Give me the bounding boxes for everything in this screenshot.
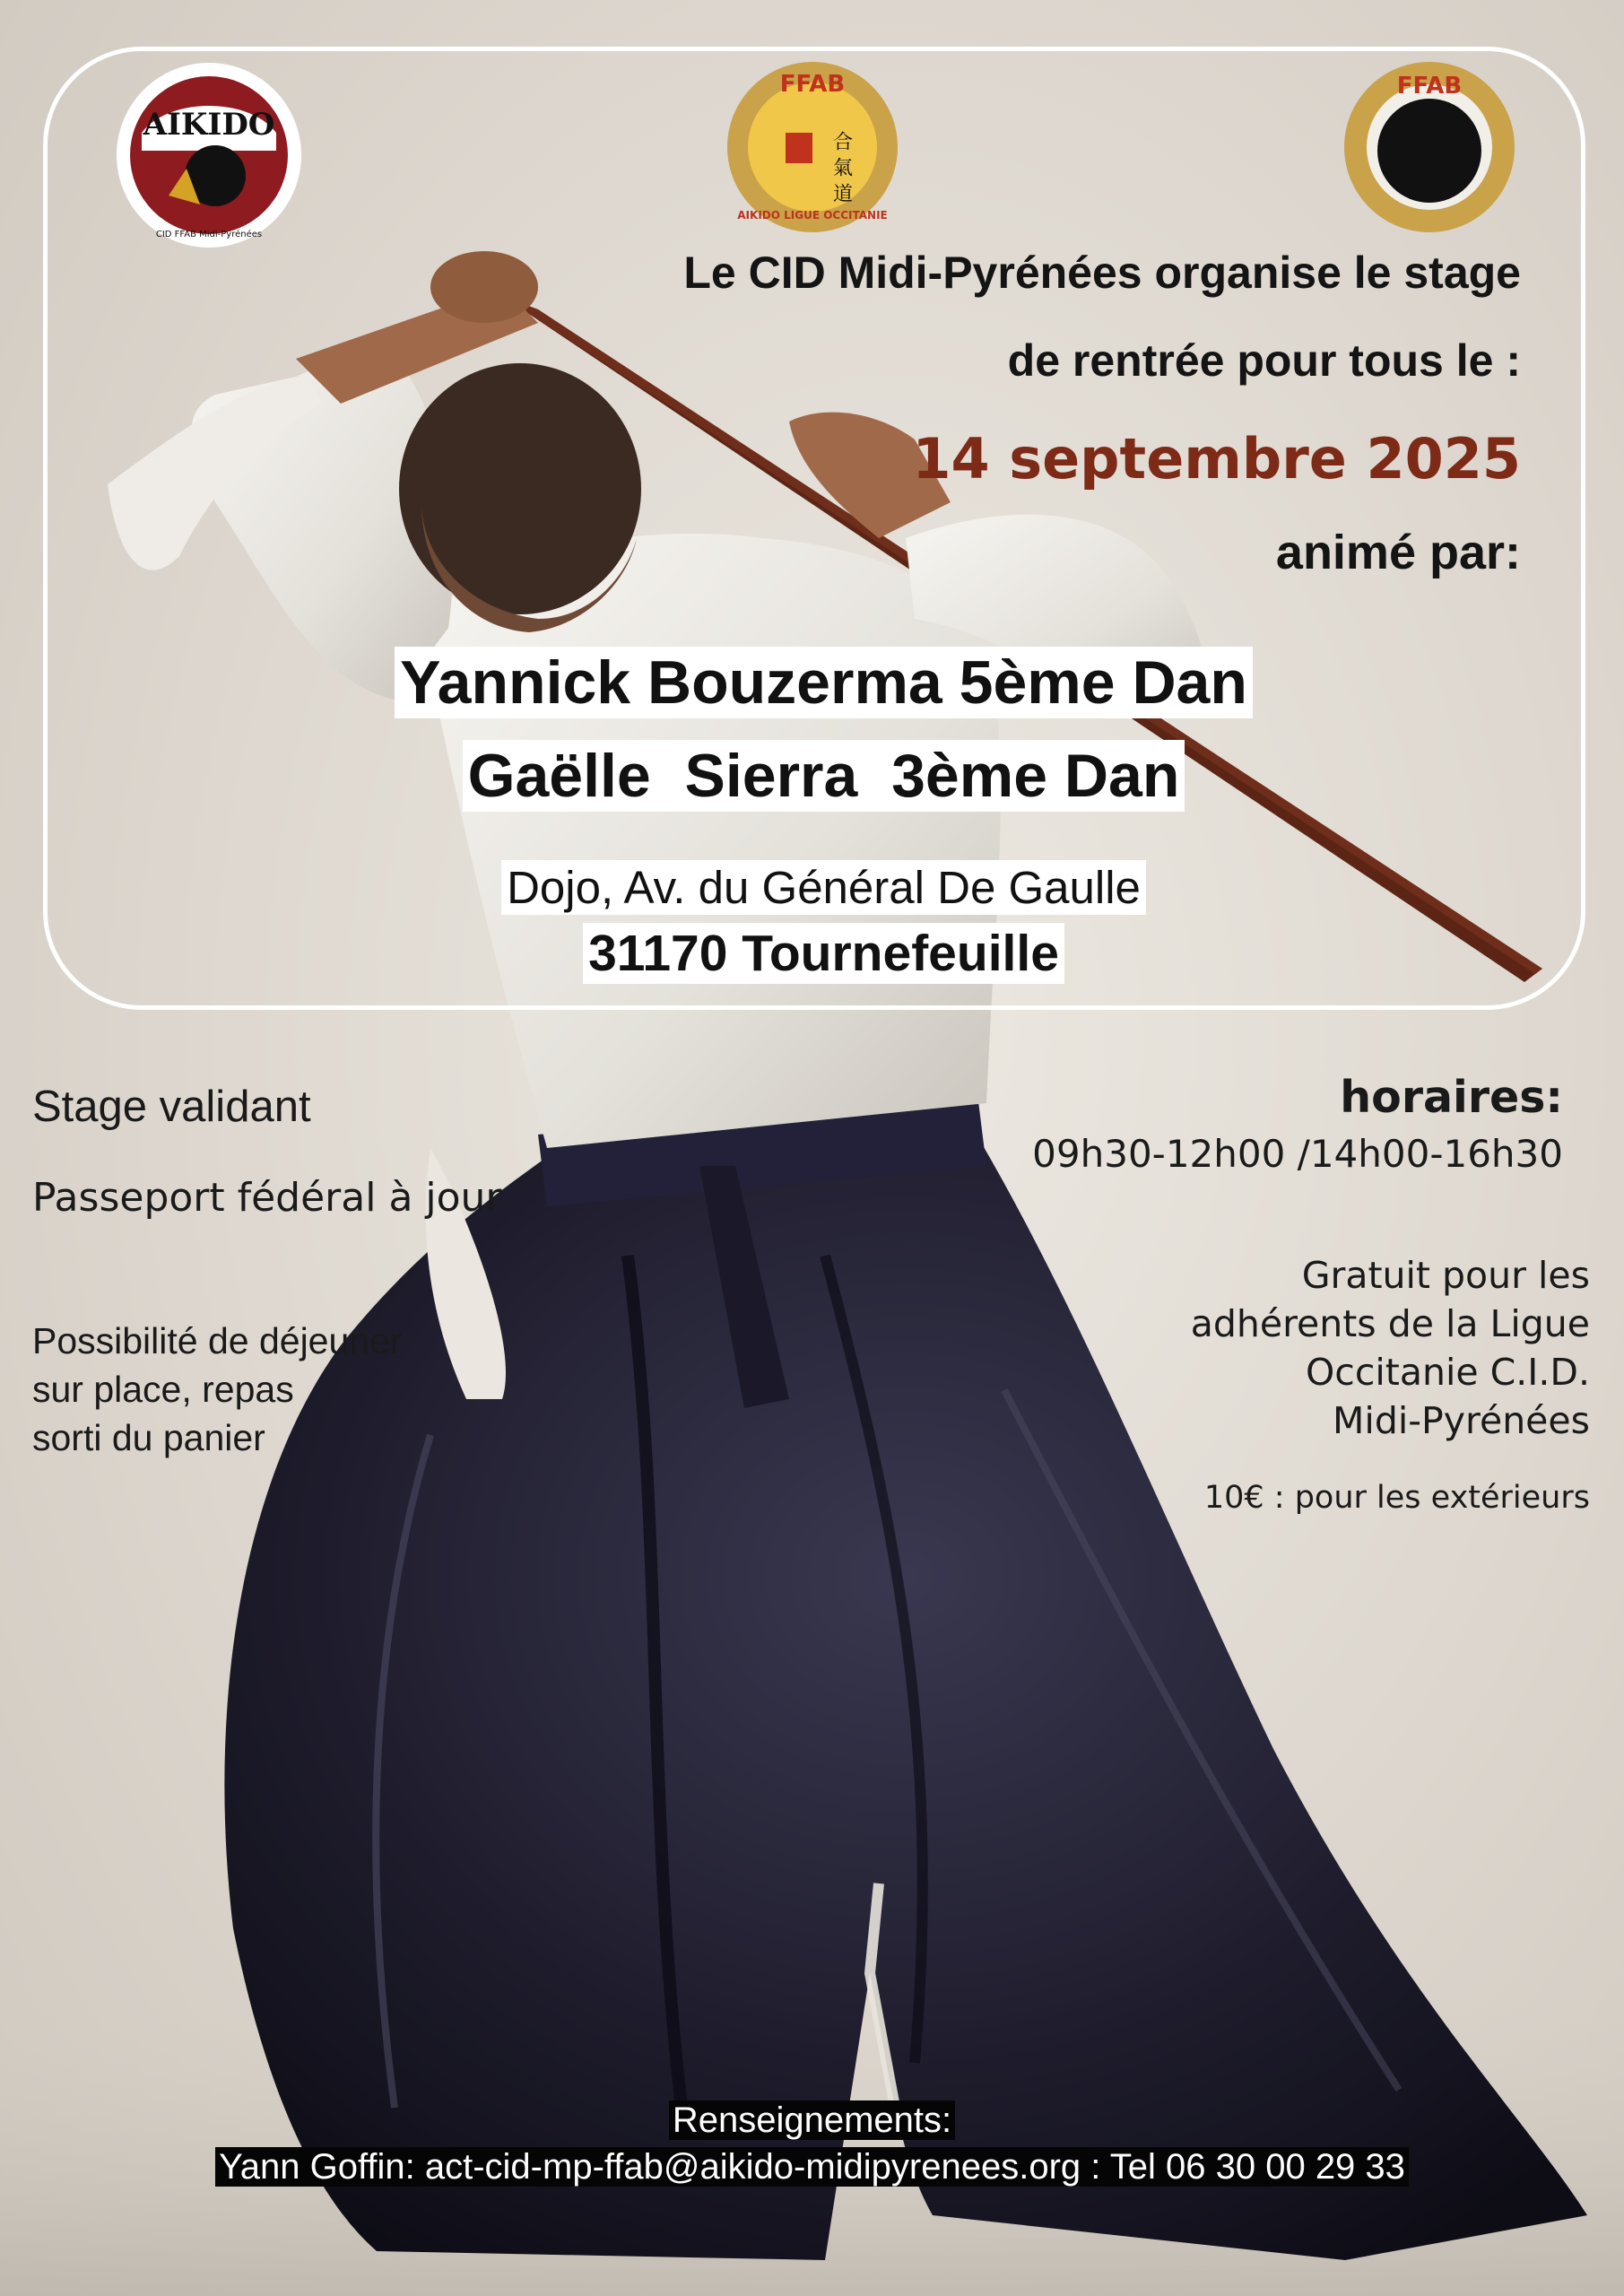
free-line: adhérents de la Ligue	[1190, 1302, 1590, 1345]
instructor-2	[0, 741, 1624, 811]
contact-label	[0, 2100, 1624, 2141]
address-line-2	[0, 924, 1624, 983]
contact-details	[0, 2147, 1624, 2187]
ffab-ligue-occitanie-logo	[726, 61, 899, 233]
free-line: Midi-Pyrénées	[1333, 1399, 1590, 1442]
stage-validant: Stage validant	[32, 1083, 311, 1131]
kanji-text: 合 氣 道	[829, 131, 853, 203]
intro-line-2: de rentrée pour tous le :	[1007, 335, 1521, 386]
aikido-cid-logo	[115, 61, 303, 249]
aikido-logo-subtext: CID FFAB Midi-Pyrénées	[155, 230, 263, 239]
hours-label: horaires:	[1340, 1072, 1563, 1123]
ffab-center-bottom-text: AIKIDO LIGUE OCCITANIE	[737, 209, 888, 222]
free-line: Gratuit pour les	[1301, 1254, 1590, 1297]
passport-requirement: Passeport fédéral à jour	[32, 1175, 502, 1221]
free-line: Occitanie C.I.D.	[1306, 1351, 1590, 1394]
free-for-members	[1191, 1251, 1590, 1445]
instructor-1	[0, 648, 1624, 718]
lunch-line: sur place, repas	[32, 1369, 294, 1410]
ffab-logo	[1343, 61, 1515, 233]
lunch-line: sorti du panier	[32, 1417, 265, 1458]
lunch-line: Possibilité de déjeuner	[32, 1320, 403, 1361]
address-line-1-text: Dojo, Av. du Général De Gaulle	[501, 860, 1146, 915]
external-price: 10€ : pour les extérieurs	[1203, 1480, 1590, 1516]
instructor-1-text: Yannick Bouzerma 5ème Dan	[395, 647, 1253, 718]
address-line-2-text: 31170 Tournefeuille	[583, 923, 1064, 984]
ffab-right-top-text: FFAB	[1396, 73, 1463, 100]
contact-label-text: Renseignements:	[669, 2100, 955, 2140]
aikido-logo-text: AIKIDO	[143, 107, 275, 143]
hours-value: 09h30-12h00 /14h00-16h30	[1032, 1132, 1563, 1176]
ffab-center-top-text: FFAB	[779, 71, 846, 98]
animated-by-label: animé par:	[1275, 526, 1521, 579]
lunch-info	[32, 1317, 403, 1462]
event-date: 14 septembre 2025	[912, 426, 1521, 491]
address-line-1	[0, 861, 1624, 914]
intro-line-1: Le CID Midi-Pyrénées organise le stage	[683, 248, 1521, 298]
instructor-2-text: Gaëlle Sierra 3ème Dan	[463, 740, 1185, 812]
contact-details-text: Yann Goffin: act-cid-mp-ffab@aikido-midipyrenees.org : Tel 06 30 00 29 33	[215, 2147, 1409, 2187]
